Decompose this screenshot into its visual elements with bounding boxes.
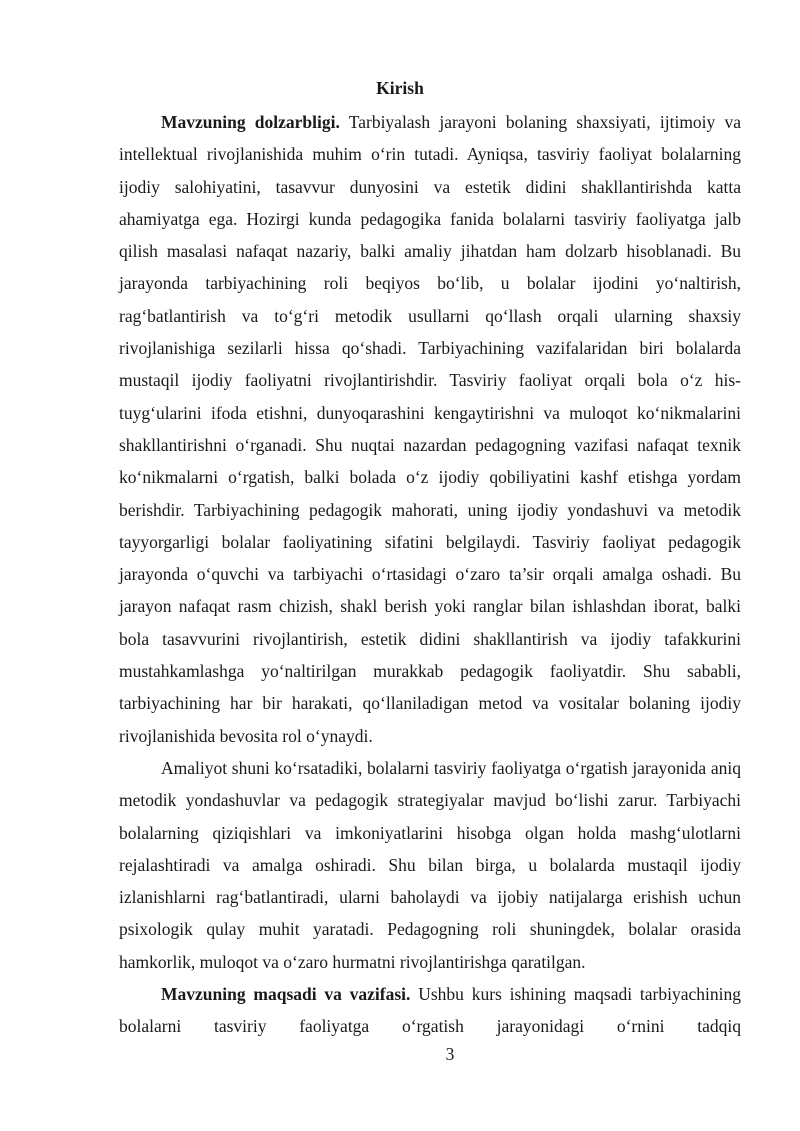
paragraph-goal [119, 978, 741, 1043]
paragraph-heading-goal: Mavzuning maqsadi va vazifasi. [161, 984, 411, 1005]
paragraph-heading-relevance: Mavzuning dolzarbligi. [161, 112, 340, 132]
paragraph-practice [119, 752, 741, 978]
page-number: 3 [445, 1044, 455, 1064]
paragraph-text-practice: Amaliyot shuni ko‘rsatadiki, bolalarni tasviriy faoliyatga o‘rgatish jarayonida aniq metodik yondashuvlar va pedagogik strategiyalar mavjud bo‘lishi zarur. Tarbiyachi bolalarning qiziqishlari va imkoniyatlarini hisobga olgan holda mashg‘ulotlarni rejalashtiradi va amalga oshiradi. Shu bilan birga, u bolalarda mustaqil ijodiy izlanishlarni rag‘batlantiradi, ularni baholaydi va ijobiy natijalarga erishish uchun psixologik qulay muhit yaratadi. Pedagogning roli shuningdek, bolalar orasida hamkorlik, muloqot va o‘zaro hurmatni rivojlantirishga qaratilgan. [119, 757, 741, 972]
paragraph-text-relevance: Tarbiyalash jarayoni bolaning shaxsiyati, ijtimoiy va intellektual rivojlanishida muhim o‘rin tutadi. Ayniqsa, tasviriy faoliyat bolalarning ijodiy salohiyatini, tasavvur dunyosini va estetik didini shakllantirishda katta ahamiyatga ega. Hozirgi kunda pedagogika fanida bolalarni tasviriy faoliyatga jalb qilish masalasi nafaqat nazariy, balki amaliy jihatdan ham dolzarb hisoblanadi. Bu jarayonda tarbiyachining roli beqiyos bo‘lib, u bolalar ijodini yo‘naltirish, rag‘batlantirish va to‘g‘ri metodik usullarni qo‘llash orqali ularning shaxsiy rivojlanishiga sezilarli hissa qo‘shadi. Tarbiyachining vazifalaridan biri bolalarda mustaqil ijodiy faoliyatni rivojlantirishdir. Tasviriy faoliyat orqali bola o‘z his-tuyg‘ularini ifoda etishni, dunyoqarashini kengaytirishni va muloqot ko‘nikmalarini shakllantirishni o‘rganadi. Shu nuqtai nazardan pedagogning vazifasi nafaqat texnik ko‘nikmalarni o‘rgatish, balki bolada o‘z ijodiy qobiliyatini kashf etishga yordam berishdir. Tarbiyachining pedagogik mahorati, uning ijodiy yondashuvi va metodik tayyorgarligi bolalar faoliyatining sifatini belgilaydi. Tasviriy faoliyat pedagogik jarayonda o‘quvchi va tarbiyachi o‘rtasidagi o‘zaro ta’sir orqali amalga oshadi. Bu jarayon nafaqat rasm chizish, shakl berish yoki ranglar bilan ishlashdan iborat, balki bola tasavvurini rivojlantirish, estetik didini shakllantirish va ijodiy tafakkurini mustahkamlashga yo‘naltirilgan murakkab pedagogik faoliyatdir. Shu sababli, tarbiyachining har bir harakati, qo‘llaniladigan metod va vositalar bolaning ijodiy rivojlanishida bevosita rol o‘ynaydi. [119, 112, 742, 746]
paragraph-text-goal: Ushbu kurs ishining maqsadi tarbiyachining bolalarni tasviriy faoliyatga o‘rgatish jarayonidagi o‘rnini tadqiq [119, 984, 741, 1037]
paragraph-relevance [119, 106, 741, 752]
section-title: Kirish [376, 78, 424, 98]
body-text [119, 106, 741, 1043]
